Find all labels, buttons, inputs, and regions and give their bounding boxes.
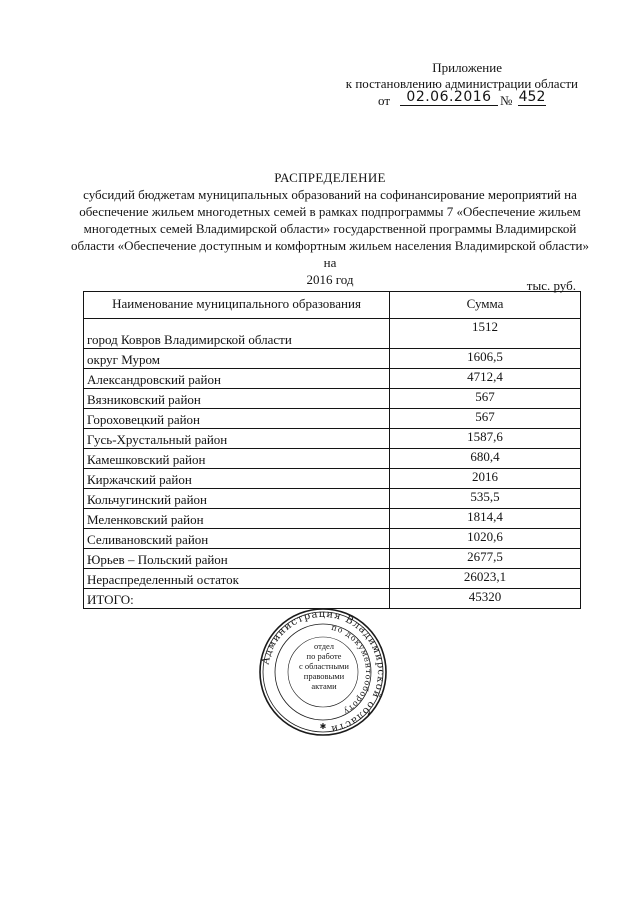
municipality-name: Гороховецкий район xyxy=(84,409,390,429)
subsidy-sum: 4712,4 xyxy=(390,369,581,389)
document-title xyxy=(70,169,590,288)
table-row xyxy=(84,319,581,349)
stamp-center-line: правовыми xyxy=(303,671,345,681)
municipality-name: округ Муром xyxy=(84,349,390,369)
municipality-name: Киржачский район xyxy=(84,469,390,489)
stamp-center-line: с областными xyxy=(299,661,349,671)
stamp-ring-text: Администрация Владимирской области xyxy=(260,608,387,735)
subsidy-sum: 567 xyxy=(390,409,581,429)
municipality-name: Юрьев – Польский район xyxy=(84,549,390,569)
title-line: многодетных семей Владимирской области» государственной программы Владимирской xyxy=(83,221,577,236)
column-header-sum: Сумма xyxy=(390,292,581,319)
table-row xyxy=(84,489,581,509)
date-number-line xyxy=(300,89,590,110)
stamp-center-line: отдел xyxy=(313,641,335,651)
title-line: области «Обеспечение доступным и комфортным жильем населения Владимирской области» на xyxy=(70,238,590,270)
total-label: ИТОГО: xyxy=(84,589,390,609)
subsidy-sum: 2677,5 xyxy=(390,549,581,569)
municipality-name: город Ковров Владимирской области xyxy=(84,319,390,349)
municipality-name: Вязниковский район xyxy=(84,389,390,409)
subsidy-sum: 1512 xyxy=(390,319,581,349)
municipality-name: Кольчугинский район xyxy=(84,489,390,509)
column-header-name: Наименование муниципального образования xyxy=(84,292,390,319)
title-line: 2016 год xyxy=(306,272,354,287)
municipality-name: Меленковский район xyxy=(84,509,390,529)
unit-label: тыс. руб. xyxy=(526,278,576,293)
stamp-center xyxy=(298,641,350,691)
distribution-table xyxy=(83,291,581,609)
star-icon: ✱ xyxy=(319,722,327,731)
table-row xyxy=(84,549,581,569)
subsidy-sum: 2016 xyxy=(390,469,581,489)
subsidy-sum: 1814,4 xyxy=(390,509,581,529)
stamp-inner-ring-text: по документообороту xyxy=(330,622,374,717)
table-row xyxy=(84,529,581,549)
municipality-name: Александровский район xyxy=(84,369,390,389)
number-label: № xyxy=(500,93,513,108)
resolution-reference: к постановлению администрации области xyxy=(345,76,578,91)
table-row xyxy=(84,429,581,449)
from-label: от xyxy=(378,93,391,108)
subsidy-sum: 567 xyxy=(390,389,581,409)
appendix-header xyxy=(300,60,590,110)
title-heading: РАСПРЕДЕЛЕНИЕ xyxy=(274,170,386,185)
subsidy-sum: 1587,6 xyxy=(390,429,581,449)
table-row xyxy=(84,349,581,369)
table-row xyxy=(84,389,581,409)
stamp-center-line: по работе xyxy=(306,651,342,661)
resolution-date: 02.06.2016 xyxy=(400,89,498,106)
municipality-name: Гусь-Хрустальный район xyxy=(84,429,390,449)
total-sum: 45320 xyxy=(390,589,581,609)
subsidy-sum: 26023,1 xyxy=(390,569,581,589)
municipality-name: Камешковский район xyxy=(84,449,390,469)
table-row xyxy=(84,409,581,429)
title-line: субсидий бюджетам муниципальных образований на софинансирование мероприятий на xyxy=(83,187,577,202)
appendix-label: Приложение xyxy=(432,60,502,75)
table-row xyxy=(84,569,581,589)
stamp-center-line: актами xyxy=(311,681,337,691)
table-row xyxy=(84,509,581,529)
total-row xyxy=(84,589,581,609)
table-row xyxy=(84,449,581,469)
subsidy-sum: 535,5 xyxy=(390,489,581,509)
resolution-number: 452 xyxy=(518,89,546,105)
subsidy-sum: 1606,5 xyxy=(390,349,581,369)
table-row xyxy=(84,469,581,489)
table-header-row xyxy=(84,292,581,319)
municipality-name: Нераспределенный остаток xyxy=(84,569,390,589)
subsidy-sum: 1020,6 xyxy=(390,529,581,549)
subsidy-sum: 680,4 xyxy=(390,449,581,469)
table-row xyxy=(84,369,581,389)
municipality-name: Селивановский район xyxy=(84,529,390,549)
title-line: обеспечение жильем многодетных семей в рамках подпрограммы 7 «Обеспечение жильем xyxy=(79,204,581,219)
